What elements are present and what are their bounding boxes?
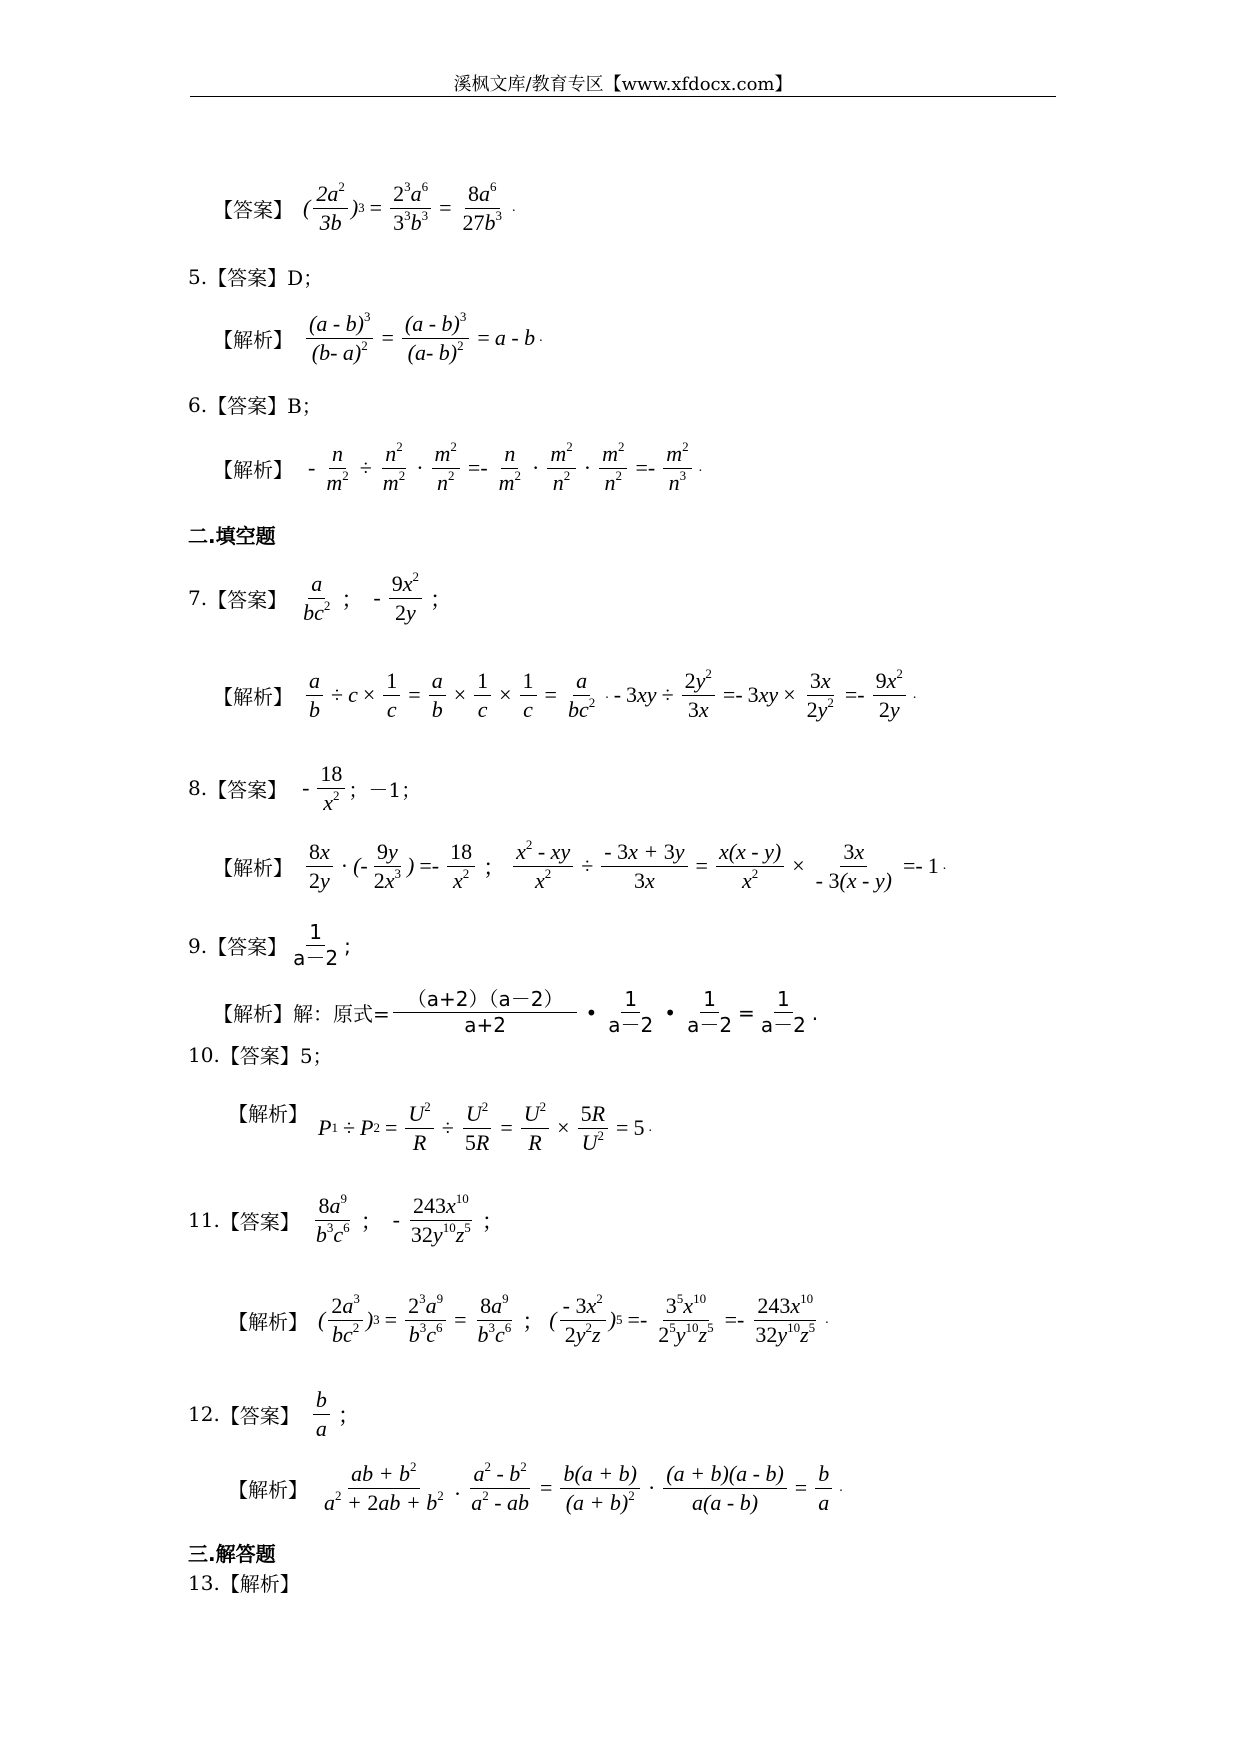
q9-answer-line xyxy=(188,920,351,971)
analysis-label: 【解析】 xyxy=(213,457,293,482)
answer-label: 【答案】 xyxy=(207,935,288,959)
q8-answer-line xyxy=(188,760,421,816)
q6-answer: B； xyxy=(287,394,322,418)
page-header: 溪枫文库/教育专区【www.xfdocx.com】 xyxy=(453,74,793,95)
header-rule xyxy=(190,96,1056,97)
answer-label: 【答案】 xyxy=(213,197,293,222)
q9-answer-formula: $\frac{1}{a-2}$ ; xyxy=(293,920,351,970)
section-fill-title: 二.填空题 xyxy=(188,524,276,548)
analysis-label: 【解析】 xyxy=(213,684,293,709)
answer-label: 【答案】 xyxy=(219,1209,300,1234)
q8-analysis-line xyxy=(213,838,946,894)
q9-analysis-prefix: 解：原式= xyxy=(293,1002,390,1026)
q7-number: 7. xyxy=(188,586,208,610)
q8-number: 8. xyxy=(188,776,208,800)
analysis-label: 【解析】 xyxy=(228,1309,308,1334)
q5-number: 5. xyxy=(188,264,208,289)
q4-answer-formula: ( $\frac{2a^2}{3b}$ ) 3 = $\frac{2^3a^6}{3^3b^3}$ = $\frac{8a^6}{27b^3}$ . xyxy=(303,179,516,235)
q10-analysis-line xyxy=(228,1100,652,1156)
answer-label: 【答案】 xyxy=(219,1044,300,1068)
answer-label: 【答案】 xyxy=(219,1403,300,1428)
analysis-label: 【解析】 xyxy=(219,1572,300,1596)
analysis-label: 【解析】 xyxy=(228,1101,308,1126)
answer-label: 【答案】 xyxy=(207,266,288,290)
q11-number: 11. xyxy=(188,1208,220,1232)
answer-label: 【答案】 xyxy=(207,587,288,612)
q8-analysis-formula: $\frac{8x}{2y}$ · (- $\frac{9y}{2x^3}$ ) =- $\frac{18}{x^2}$ ； $\frac{x^2 - xy}{x^2}$ ÷ $\frac{- 3x + 3y}{3x}$ = $\frac{x(x - y)}{x^2}$ × $\frac{3x}{- 3(x - y)}$ =- 1 . xyxy=(303,838,946,894)
q6-analysis-line xyxy=(213,440,702,496)
q5-analysis-formula: $\frac{(a - b)^3}{(b- a)^2}$ = $\frac{(a - b)^3}{(a- b)^2}$ = a - b . xyxy=(303,310,543,366)
q7-answer-line xyxy=(188,570,457,626)
analysis-label: 【解析】 xyxy=(213,855,293,880)
q10-number: 10. xyxy=(188,1042,220,1067)
q11-analysis-line xyxy=(228,1292,829,1348)
q12-answer-formula: $\frac{b}{a}$ ； xyxy=(310,1386,365,1442)
section-solve-title: 三.解答题 xyxy=(188,1542,276,1566)
q4-answer-line xyxy=(213,180,516,236)
q9-number: 9. xyxy=(188,933,208,958)
q7-analysis-line xyxy=(213,667,916,723)
q6-number: 6. xyxy=(188,392,208,417)
answer-label: 【答案】 xyxy=(207,777,288,802)
analysis-label: 【解析】 xyxy=(213,327,293,352)
q8-answer-formula: - $\frac{18}{x^2}$ xyxy=(297,760,348,816)
q9-analysis-line xyxy=(213,987,818,1038)
q5-answer-line xyxy=(188,262,323,291)
q11-answer-line xyxy=(188,1192,509,1248)
q10-analysis-formula: P 1 ÷ P 2 = $\frac{U^2}{R}$ ÷ $\frac{U^2}{5R}$ = $\frac{U^2}{R}$ × $\frac{5R}{U^2}$ = 5 . xyxy=(318,1099,652,1155)
q12-analysis-formula: $\frac{ab + b^2}{a^2 + 2ab + b^2}$ . $\frac{a^2 - b^2}{a^2 - ab}$ = $\frac{b(a + b)}{(a + b)^2}$ · $\frac{(a + b)(a - b)}{a(a - b)}$ = $\frac{b}{a}$ . xyxy=(324,1459,843,1515)
q9-analysis-formula: $\frac{(a+2)(a-2)}{a+2}$ • $\frac{1}{a-2}$ • $\frac{1}{a-2}$ = $\frac{1}{a-2}$ . xyxy=(390,987,818,1038)
q13-line xyxy=(188,1568,300,1597)
q7-analysis-formula: $\frac{a}{b}$ ÷ c × $\frac{1}{c}$ = $\frac{a}{b}$ × $\frac{1}{c}$ × $\frac{1}{c}$ = $\frac{a}{bc^2}$ . - 3 xy ÷ $\frac{2y^2}{3x}$ =- 3 xy × $\frac{3x}{2y^2}$ =- $\frac{9x^2}{2y}$ . xyxy=(303,667,916,723)
q6-answer-line xyxy=(188,390,322,419)
q11-analysis-formula: ( $\frac{2a^3}{bc^2}$ ) 3 = $\frac{2^3a^9}{b^3c^6}$ = $\frac{8a^9}{b^3c^6}$ ； ( $\frac{- 3x^2}{2y^2z}$ ) 5 =- $\frac{3^5x^{10}}{2^5y^{10}z^5}$ =- $\frac{243x^{10}}{32y^{10}z^5}$ . xyxy=(318,1291,829,1347)
q7-answer-formula: $\frac{a}{bc^2}$ ； - $\frac{9x^2}{2y}$ ； xyxy=(303,569,452,625)
analysis-label: 【解析】 xyxy=(213,1002,293,1026)
q8-answer-tail: ；－1； xyxy=(348,777,422,802)
q12-number: 12. xyxy=(188,1402,220,1426)
q13-number: 13. xyxy=(188,1570,220,1595)
q11-answer-formula: $\frac{8a^9}{b^3c^6}$ ； - $\frac{243x^{10}}{32y^{10}z^5}$ ； xyxy=(315,1191,504,1247)
q6-analysis-formula: - $\frac{n}{m^2}$ ÷ $\frac{n^2}{m^2}$ · $\frac{m^2}{n^2}$ =- $\frac{n}{m^2}$ · $\frac{m^2}{n^2}$ · $\frac{m^2}{n^2}$ =- $\frac{m^2}{n^3}$ . xyxy=(308,439,703,495)
analysis-label: 【解析】 xyxy=(228,1477,308,1502)
q12-answer-line xyxy=(188,1386,365,1442)
answer-label: 【答案】 xyxy=(207,394,288,418)
q5-analysis-line xyxy=(213,310,543,366)
q12-analysis-line xyxy=(228,1460,843,1516)
q10-answer: 5； xyxy=(299,1044,333,1068)
q10-answer-line xyxy=(188,1040,333,1069)
q5-answer: D； xyxy=(287,266,324,290)
